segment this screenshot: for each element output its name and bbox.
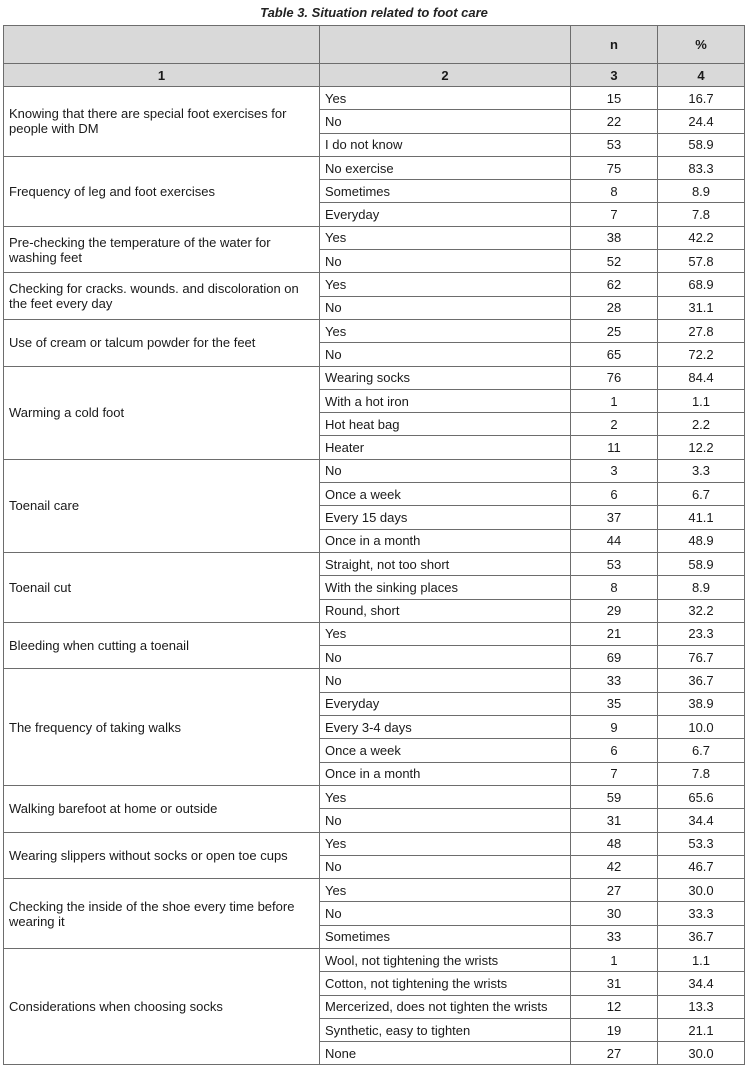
- answer-cell: No exercise: [320, 156, 571, 179]
- answer-cell: With a hot iron: [320, 389, 571, 412]
- percent-cell: 42.2: [658, 226, 745, 249]
- percent-cell: 1.1: [658, 389, 745, 412]
- table-row: [4, 948, 745, 971]
- table-row: [4, 273, 745, 296]
- count-cell: 7: [571, 203, 658, 226]
- header-col-number: 1: [4, 64, 320, 87]
- count-cell: 1: [571, 389, 658, 412]
- count-cell: 9: [571, 716, 658, 739]
- percent-cell: 16.7: [658, 87, 745, 110]
- count-cell: 22: [571, 110, 658, 133]
- table-caption: Table 3. Situation related to foot care: [260, 5, 488, 20]
- header-col-number: 3: [571, 64, 658, 87]
- count-cell: 8: [571, 576, 658, 599]
- percent-cell: 68.9: [658, 273, 745, 296]
- table-row: [4, 832, 745, 855]
- percent-cell: 41.1: [658, 506, 745, 529]
- count-cell: 35: [571, 692, 658, 715]
- percent-cell: 3.3: [658, 459, 745, 482]
- table-row: [4, 785, 745, 808]
- foot-care-table: [3, 25, 745, 1065]
- count-cell: 52: [571, 250, 658, 273]
- answer-cell: No: [320, 902, 571, 925]
- answer-cell: I do not know: [320, 133, 571, 156]
- answer-cell: Every 3-4 days: [320, 716, 571, 739]
- count-cell: 31: [571, 972, 658, 995]
- percent-cell: 36.7: [658, 925, 745, 948]
- percent-cell: 2.2: [658, 413, 745, 436]
- count-cell: 2: [571, 413, 658, 436]
- table-row: [4, 552, 745, 575]
- count-cell: 7: [571, 762, 658, 785]
- table-row: [4, 879, 745, 902]
- answer-cell: Once in a month: [320, 529, 571, 552]
- count-cell: 25: [571, 319, 658, 342]
- percent-cell: 7.8: [658, 203, 745, 226]
- answer-cell: No: [320, 343, 571, 366]
- count-cell: 33: [571, 925, 658, 948]
- percent-cell: 30.0: [658, 1042, 745, 1065]
- answer-cell: Once in a month: [320, 762, 571, 785]
- answer-cell: No: [320, 250, 571, 273]
- answer-cell: Synthetic, easy to tighten: [320, 1018, 571, 1041]
- question-cell: Checking the inside of the shoe every time before wearing it: [4, 879, 320, 949]
- answer-cell: Yes: [320, 226, 571, 249]
- count-cell: 21: [571, 622, 658, 645]
- count-cell: 29: [571, 599, 658, 622]
- percent-cell: 8.9: [658, 180, 745, 203]
- percent-cell: 48.9: [658, 529, 745, 552]
- percent-cell: 38.9: [658, 692, 745, 715]
- answer-cell: Once a week: [320, 739, 571, 762]
- header-cell: [320, 26, 571, 64]
- percent-cell: 12.2: [658, 436, 745, 459]
- percent-cell: 53.3: [658, 832, 745, 855]
- answer-cell: Wearing socks: [320, 366, 571, 389]
- answer-cell: Heater: [320, 436, 571, 459]
- answer-cell: No: [320, 809, 571, 832]
- table-row: [4, 226, 745, 249]
- table-body: [4, 26, 745, 1065]
- table-row: [4, 622, 745, 645]
- percent-cell: 10.0: [658, 716, 745, 739]
- count-cell: 6: [571, 739, 658, 762]
- count-cell: 48: [571, 832, 658, 855]
- header-cell-n: n: [571, 26, 658, 64]
- count-cell: 8: [571, 180, 658, 203]
- percent-cell: 46.7: [658, 855, 745, 878]
- percent-cell: 83.3: [658, 156, 745, 179]
- table-row: [4, 319, 745, 342]
- question-cell: Wearing slippers without socks or open toe cups: [4, 832, 320, 879]
- percent-cell: 24.4: [658, 110, 745, 133]
- count-cell: 42: [571, 855, 658, 878]
- table-row: [4, 87, 745, 110]
- percent-cell: 31.1: [658, 296, 745, 319]
- answer-cell: Once a week: [320, 483, 571, 506]
- percent-cell: 33.3: [658, 902, 745, 925]
- question-cell: Toenail care: [4, 459, 320, 552]
- count-cell: 75: [571, 156, 658, 179]
- question-cell: Walking barefoot at home or outside: [4, 785, 320, 832]
- answer-cell: None: [320, 1042, 571, 1065]
- question-cell: Considerations when choosing socks: [4, 948, 320, 1064]
- percent-cell: 23.3: [658, 622, 745, 645]
- count-cell: 27: [571, 879, 658, 902]
- answer-cell: Straight, not too short: [320, 552, 571, 575]
- percent-cell: 58.9: [658, 133, 745, 156]
- answer-cell: Yes: [320, 87, 571, 110]
- question-cell: Bleeding when cutting a toenail: [4, 622, 320, 669]
- count-cell: 3: [571, 459, 658, 482]
- table-row: [4, 669, 745, 692]
- count-cell: 38: [571, 226, 658, 249]
- question-cell: Toenail cut: [4, 552, 320, 622]
- count-cell: 59: [571, 785, 658, 808]
- count-cell: 31: [571, 809, 658, 832]
- question-cell: Knowing that there are special foot exercises for people with DM: [4, 87, 320, 157]
- header-col-number: 2: [320, 64, 571, 87]
- question-cell: Frequency of leg and foot exercises: [4, 156, 320, 226]
- percent-cell: 76.7: [658, 646, 745, 669]
- answer-cell: No: [320, 110, 571, 133]
- count-cell: 53: [571, 552, 658, 575]
- count-cell: 65: [571, 343, 658, 366]
- count-cell: 12: [571, 995, 658, 1018]
- percent-cell: 21.1: [658, 1018, 745, 1041]
- answer-cell: Sometimes: [320, 180, 571, 203]
- question-cell: Warming a cold foot: [4, 366, 320, 459]
- answer-cell: No: [320, 646, 571, 669]
- answer-cell: Everyday: [320, 692, 571, 715]
- header-row-numbers: [4, 64, 745, 87]
- answer-cell: No: [320, 669, 571, 692]
- percent-cell: 6.7: [658, 483, 745, 506]
- percent-cell: 65.6: [658, 785, 745, 808]
- count-cell: 6: [571, 483, 658, 506]
- count-cell: 44: [571, 529, 658, 552]
- answer-cell: Hot heat bag: [320, 413, 571, 436]
- answer-cell: Yes: [320, 832, 571, 855]
- count-cell: 1: [571, 948, 658, 971]
- count-cell: 27: [571, 1042, 658, 1065]
- table-row: [4, 459, 745, 482]
- table-row: [4, 366, 745, 389]
- header-cell-percent: %: [658, 26, 745, 64]
- count-cell: 19: [571, 1018, 658, 1041]
- percent-cell: 34.4: [658, 972, 745, 995]
- percent-cell: 57.8: [658, 250, 745, 273]
- question-cell: The frequency of taking walks: [4, 669, 320, 785]
- answer-cell: Yes: [320, 319, 571, 342]
- percent-cell: 34.4: [658, 809, 745, 832]
- answer-cell: No: [320, 459, 571, 482]
- question-cell: Checking for cracks. wounds. and discoloration on the feet every day: [4, 273, 320, 320]
- count-cell: 11: [571, 436, 658, 459]
- percent-cell: 27.8: [658, 319, 745, 342]
- count-cell: 28: [571, 296, 658, 319]
- table-row: [4, 156, 745, 179]
- answer-cell: Yes: [320, 622, 571, 645]
- percent-cell: 8.9: [658, 576, 745, 599]
- percent-cell: 84.4: [658, 366, 745, 389]
- answer-cell: Sometimes: [320, 925, 571, 948]
- count-cell: 30: [571, 902, 658, 925]
- percent-cell: 72.2: [658, 343, 745, 366]
- answer-cell: Yes: [320, 785, 571, 808]
- percent-cell: 6.7: [658, 739, 745, 762]
- percent-cell: 58.9: [658, 552, 745, 575]
- answer-cell: Round, short: [320, 599, 571, 622]
- percent-cell: 36.7: [658, 669, 745, 692]
- count-cell: 15: [571, 87, 658, 110]
- answer-cell: Mercerized, does not tighten the wrists: [320, 995, 571, 1018]
- question-cell: Pre-checking the temperature of the water for washing feet: [4, 226, 320, 273]
- count-cell: 53: [571, 133, 658, 156]
- percent-cell: 30.0: [658, 879, 745, 902]
- percent-cell: 13.3: [658, 995, 745, 1018]
- count-cell: 69: [571, 646, 658, 669]
- answer-cell: Yes: [320, 879, 571, 902]
- answer-cell: Cotton, not tightening the wrists: [320, 972, 571, 995]
- question-cell: Use of cream or talcum powder for the feet: [4, 319, 320, 366]
- answer-cell: No: [320, 296, 571, 319]
- header-cell: [4, 26, 320, 64]
- answer-cell: Every 15 days: [320, 506, 571, 529]
- percent-cell: 32.2: [658, 599, 745, 622]
- answer-cell: Yes: [320, 273, 571, 296]
- count-cell: 62: [571, 273, 658, 296]
- percent-cell: 7.8: [658, 762, 745, 785]
- answer-cell: With the sinking places: [320, 576, 571, 599]
- count-cell: 37: [571, 506, 658, 529]
- answer-cell: Everyday: [320, 203, 571, 226]
- answer-cell: Wool, not tightening the wrists: [320, 948, 571, 971]
- count-cell: 33: [571, 669, 658, 692]
- answer-cell: No: [320, 855, 571, 878]
- header-col-number: 4: [658, 64, 745, 87]
- count-cell: 76: [571, 366, 658, 389]
- percent-cell: 1.1: [658, 948, 745, 971]
- header-row-labels: [4, 26, 745, 64]
